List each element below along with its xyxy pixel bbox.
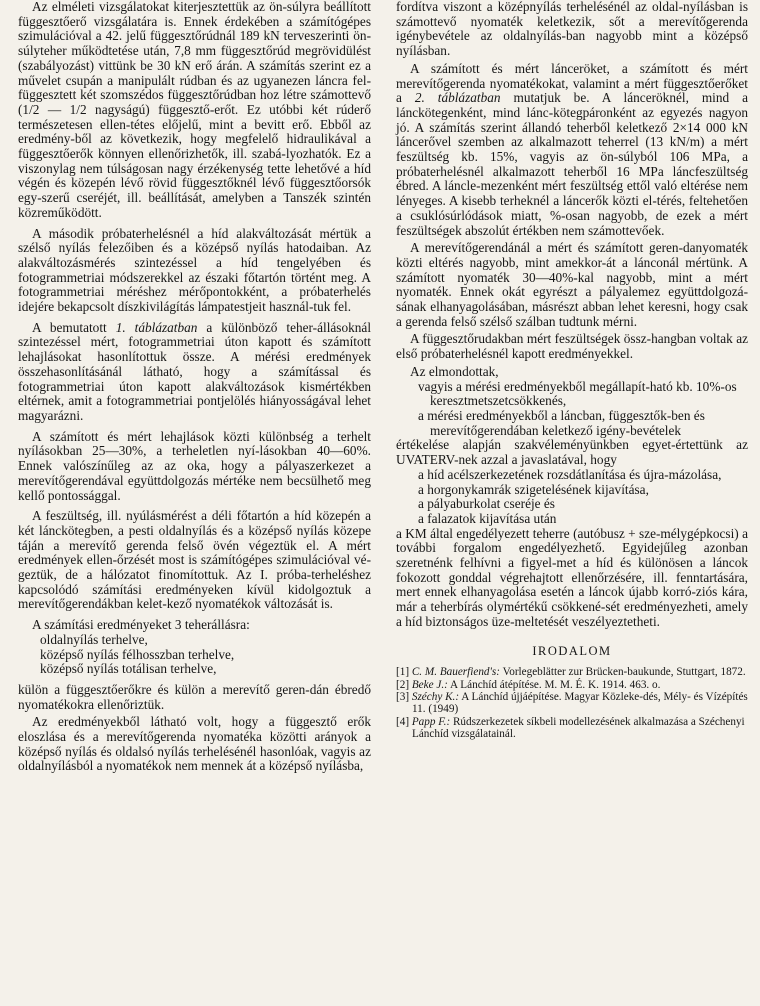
load-cases-list [18, 633, 371, 677]
list-item: középső nyílás totálisan terhelve, [40, 661, 217, 677]
paragraph [396, 438, 748, 467]
list-item: oldalnyílás terhelve, [40, 631, 148, 647]
reference-text: Vorlegeblätter zur Brücken-baukunde, Stuttgart, 1872. [500, 666, 746, 679]
paragraph: a KM által engedélyezett teherre (autóbusz + sze-mélygépkocsi) a további forgalom engedélyezhető. Egyidejűleg azonban szeretnénk felhívni a figyel-met a híd és különösen a láncok fokozott gonddal végrehajtott ellenőrzésére, ill. fenntartására, mert ennek elhanyagolása esetén a láncok újabb korró-ziós kára, már a teherbírás olymértékű csökkené-sét eredményezheti, amely a híd biztonságos üze-meltetését veszélyeztetheti. [396, 525, 748, 629]
list-item: a falazatok kijavítása után [418, 510, 557, 526]
reference-text: A Lánchíd újjáépítése. Magyar Közleke-dés, Mély- és Vízépítés 11. (1949) [412, 691, 748, 716]
paragraph: külön a függesztőerőkre és külön a merevítő geren-dán ébredő nyomatékokra ellenőriztük. [18, 681, 371, 712]
paragraph: A második próbaterhelésnél a híd alakváltozását mértük a szélső nyílás felezőiben és a középső nyílás hatodaiban. Az alakváltozásmérés szintezéssel a híd tengelyében és fotogrammetriai módszerekkel az északi főtartón történt meg. A fotogrammetriai méréshez mérőpontokként, a próbaterhelés idejére bekapcsolt díszkivilágítás lámpatestjeit használ-tuk fel. [18, 225, 371, 315]
paragraph: fordítva viszont a középnyílás terhelésénél az oldal-nyílásban is számottevő nyomaték keletkezik, sőt a merevítőgerenda igénybevétele az oldalnyílás-ban nagyobb mint a középső nyílásban. [396, 0, 748, 59]
text-run: mutatjuk be. A lánceröknél, mind a lánckötegenként, mind lánc-kötegpáronként az egyezés nagyon jó. A számítás szerint állandó teherből keletkező 2×14 000 kN láncerővel szemben az alkalmazott teherrel (13 kN/m) a mért feszültség kb. 15%, vagyis az ön-súlyból 106 MPa, a próbaterhelésnél alkalmazott teherből 16 MPa láncfeszültség ébred. A láncle-mezenként mért feszültség ettől való eltérése nem lényeges. A kisebb terheknél a láncerők közti el-térés, feltehetően a csuklósúrlódások miatt, %-osan nagyobb, de ezek a mért feszültségek abszolút értékben nem számottevőek. [396, 90, 748, 238]
list-item: vagyis a mérési eredményekből megállapít-ható kb. 10%-os keresztmetszetcsökkenés, [418, 378, 737, 409]
reference-author: Széchy K.: [411, 691, 460, 704]
paragraph: A függesztőrudakban mért feszültségek össz-hangban voltak az első próbaterhelésnél kapott eredményekkel. [396, 331, 748, 362]
organization-name: UVATERV [396, 452, 455, 468]
table-reference: 1. táblázatban [115, 319, 198, 335]
reference-author: Papp F.: [411, 715, 451, 728]
list-intro: Az elmondottak, [410, 363, 499, 379]
reference-item [396, 716, 748, 741]
reference-text: A Lánchíd átépítése. M. M. É. K. 1914. 463. o. [447, 678, 661, 691]
reference-author: C. M. Bauerfiend's: [411, 666, 500, 679]
list-item: középső nyílás félhosszban terhelve, [40, 646, 235, 662]
reference-text: Rúdszerkezetek síkbeli modellezésének alkalmazása a Széchenyi Lánchíd vizsgálatainál. [412, 715, 745, 741]
reference-number: [2] [396, 678, 410, 691]
paragraph: A merevítőgerendánál a mért és számított geren-danyomaték közti eltérés nagyobb, mint amekkor-át a lánconál mértünk. A számított nyomaték 30—40%-kal nagyobb, mint a mért nyomaték. Ennek okát egyrészt a pályalemez együttdolgozá-sának elhanyagolásában, másrészt abban lehet keresni, hogy csak a gerenda felső szélső szálban tudtunk mérni. [396, 240, 748, 329]
list-item: a híd acélszerkezetének rozsdátlanítása és újra-mázolása, [418, 466, 722, 482]
table-reference: 2. táblázatban [414, 90, 501, 106]
list-intro: A számítási eredményeket 3 teherállásra: [32, 617, 250, 633]
reference-author: Beke J.: [411, 678, 448, 691]
text-run: -nek azzal a javaslatával, hogy [454, 452, 617, 468]
paragraph: Az eredményekből látható volt, hogy a függesztő erők eloszlása és a merevítőgerenda nyomatéka közötti arányok a középső nyílás és oldalsó nyílás terhelésénél hasonlóak, vagyis az oldalnyílásból a nyomatékok nem mennek át a középső nyílásba, [18, 714, 371, 774]
paragraph: A számított és mért lehajlások közti különbség a terhelt nyílásokban 25—30%, a terheletlen nyí-lásokban 40—60%. Ennek valószínűleg az az oka, hogy a pályaszerkezet a merevítőgerendával együttdolgozás mértéke nem becsülhető meg kellő pontossággal. [18, 428, 371, 503]
text-run: A bemutatott [32, 319, 116, 335]
list-item: a horgonykamrák szigetelésének kijavítása, [418, 481, 649, 497]
paragraph [396, 62, 748, 238]
right-column [396, 0, 748, 741]
list-item: a mérési eredményekből a láncban, függesztők-ben és merevítőgerendában keletkező igény-bevételek [418, 407, 705, 438]
list-item: a pályaburkolat cseréje és [418, 496, 555, 512]
text-run: értékelése alapján szakvéleményünkben egyet-értettünk az [396, 437, 748, 453]
references-list [396, 666, 748, 740]
text-run: a különböző teher-állásoknál szintezéssel mért, fotogrammetriai úton kapott és számított lehajlásokat hasonlítottuk össze. A mérési eredmények összehasonlításánál látható, hogy a számítással és fotogrammetriai úton kapott alakváltozások kismértékben eltérnek, amit a fotogrammetriai pontjelölés hiányosságával lehet magyarázni. [18, 319, 372, 423]
recommendations-list [396, 468, 748, 527]
left-column [18, 0, 371, 774]
reference-number: [1] [396, 666, 410, 679]
reference-number: [3] [396, 691, 410, 704]
text-run: A számított és mért lánceröket, a számított és mért merevítőgerenda nyomatékokat, valamint a mért függesztőerőket a [396, 60, 748, 106]
reference-item [396, 679, 748, 691]
paragraph [18, 321, 371, 424]
reference-item [396, 666, 748, 678]
references-heading: IRODALOM [532, 643, 612, 658]
reference-number: [4] [396, 715, 410, 728]
paragraph: A feszültség, ill. nyúlásmérést a déli főtartón a híd közepén a két lánckötegben, a pesti oldalnyílás és a középső nyílás közepe táján a merevítő gerenda felső övén végeztük el. A mért eredmények ellen-őrzését most is számítógépes szimulációval vé-geztük, de a hálózatot finomítottuk. Az I. próba-terheléshez kapcsolódó számítási eredményeken kívül kidolgoztuk a merevítőgerendákban kelet-kező nyomatékok változását is. [18, 508, 371, 612]
paragraph: Az elméleti vizsgálatokat kiterjesztettük az ön-súlyra beállított függesztőerő vizsgálatára is. Ennek érdekében a számítógépes szimulációval a 42. jelű függesztőrúdnál 189 kN terveszerinti ön-súlyteher működtetése után, 7,8 mm függesztőrúd megrövidülést (szabályozást) vittünk be 30 kN erő árán. A számítás szerint ez a művelet csupán a manipulált rúdban és az ugyanezen láncra fel-függesztett két szomszédos függesztőrúdban hoz létre számottevő (1/2 — 1/2 nagyságú) függesztő-erőt. Ez utóbbi két rúderő természetesen ellen-tétes előjelű, mint a bevitt erő. Ebből az eredmény-ből az következik, hogy megfelelő hidraulikával a függesztőerők könnyen ellenőrizhetők, ill. szabá-lyozhatók. Ez a viszonylag nem túlságosan nagy érzékenység tette lehetővé a híd végén és közepén lévő rövid függesztőknél lévő függesztőorsók egy-szerű cseréjét, ill. beállítását, amelyben a Tanszék szintén közreműködött. [18, 0, 371, 220]
reference-item [396, 691, 748, 716]
